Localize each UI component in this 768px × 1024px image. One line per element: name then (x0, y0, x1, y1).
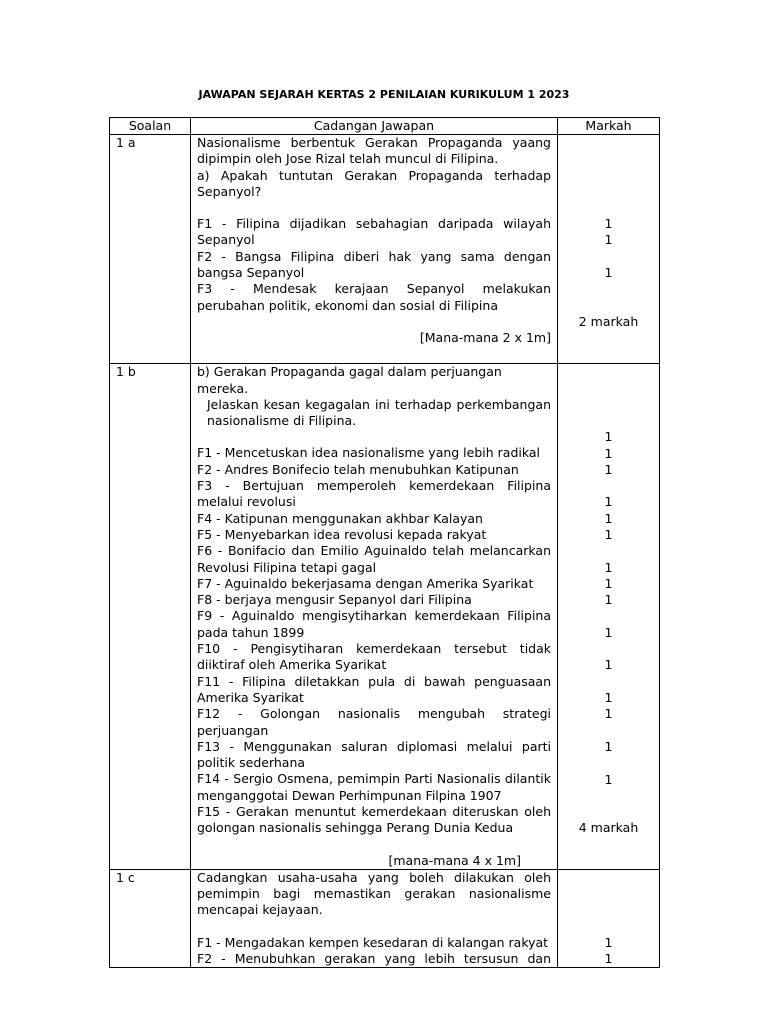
question-id: 1 a (110, 135, 191, 364)
header-cadangan-jawapan: Cadangan Jawapan (191, 118, 558, 135)
answer-point: F1 - Mengadakan kempen kesedaran di kalangan rakyat (197, 934, 549, 950)
marks-cell (558, 869, 660, 968)
answer-point: F13 - Menggunakan saluran diplomasi melalui parti politik sederhana (197, 738, 551, 771)
table-row-1b (110, 364, 660, 870)
answer-table (109, 117, 660, 968)
answer-point: F2 - Menubuhkan gerakan yang lebih tersusun dan (197, 951, 551, 967)
answer-point: F15 - Gerakan menuntut kemerdekaan diteruskan oleh golongan nasionalis sehingga Perang Dunia Kedua (197, 803, 551, 836)
table-row-1c (110, 869, 660, 968)
answer-point: F11 - Filipina diletakkan pula di bawah penguasaan Amerika Syarikat (197, 673, 551, 705)
mark-value: 1 (604, 738, 613, 754)
mark-total: 2 markah (578, 313, 639, 329)
mark-value: 1 (604, 264, 613, 280)
mark-value: 1 (604, 429, 613, 445)
answer-point: F9 - Aguinaldo mengisytiharkan kemerdekaan Filipina pada tahun 1899 (197, 608, 551, 640)
answer-point: F5 - Menyebarkan idea revolusi kepada rakyat (197, 526, 487, 542)
mark-value: 1 (604, 510, 613, 526)
answer-point: F10 - Pengisytiharan kemerdekaan tersebut tidak diiktiraf oleh Amerika Syarikat (197, 641, 551, 673)
mark-value: 1 (604, 657, 613, 673)
question-id: 1 c (110, 869, 191, 968)
answer-point: F2 - Bangsa Filipina diberi hak yang sama dengan bangsa Sepanyol (197, 248, 551, 281)
mark-value: 1 (604, 706, 613, 722)
question-id: 1 b (110, 364, 191, 870)
document-title: JAWAPAN SEJARAH KERTAS 2 PENILAIAN KURIKULUM 1 2023 (198, 88, 570, 101)
table-row-1a (110, 135, 660, 364)
question-intro: Nasionalisme berbentuk Gerakan Propaganda yaang dipimpin oleh Jose Rizal telah muncul di Filipina. (197, 135, 551, 167)
question-prompt: a) Apakah tuntutan Gerakan Propaganda terhadap Sepanyol? (197, 167, 551, 199)
answer-point: F1 - Filipina dijadikan sebahagian daripada wilayah Sepanyol (197, 216, 551, 248)
answer-point: F3 - Mendesak kerajaan Sepanyol melakukan perubahan politik, ekonomi dan sosial di Filipina (197, 281, 551, 313)
question-prompt: Jelaskan kesan kegagalan ini terhadap perkembangan nasionalisme di Filipina. (207, 396, 551, 429)
header-row (110, 118, 660, 135)
mark-value: 1 (604, 559, 613, 575)
question-intro: b) Gerakan Propaganda gagal dalam perjuangan mereka. (197, 364, 502, 396)
mark-value: 1 (604, 445, 613, 461)
marks-cell (558, 364, 660, 870)
answer-point: F8 - berjaya mengusir Sepanyol dari Filipina (197, 592, 472, 608)
answer-point: F4 - Katipunan menggunakan akhbar Kalayan (197, 510, 483, 526)
marks-cell (558, 135, 660, 364)
answer-point: F6 - Bonifacio dan Emilio Aguinaldo telah melancarkan Revolusi Filipina tetapi gagal (197, 543, 551, 575)
marks-summary: [mana-mana 4 x 1m] (388, 852, 521, 868)
answer-point: F14 - Sergio Osmena, pemimpin Parti Nasionalis dilantik menganggotai Dewan Perhimpunan Filpina 1907 (197, 771, 551, 803)
marks-summary: [Mana-mana 2 x 1m] (419, 329, 551, 345)
question-prompt: Cadangkan usaha-usaha yang boleh dilakukan oleh pemimpin bagi memastikan gerakan nasionalisme mencapai kejayaan. (197, 869, 551, 918)
mark-value: 1 (604, 771, 613, 787)
answer-point: F2 - Andres Bonifecio telah menubuhkan Katipunan (197, 461, 519, 477)
answer-cell (191, 364, 558, 870)
answer-point: F7 - Aguinaldo bekerjasama dengan Amerika Syarikat (197, 575, 534, 591)
mark-value: 1 (604, 461, 613, 477)
mark-value: 1 (604, 216, 613, 231)
mark-value: 1 (604, 624, 613, 640)
answer-cell (191, 869, 558, 968)
answer-cell (191, 135, 558, 364)
header-markah: Markah (558, 118, 660, 135)
mark-value: 1 (604, 592, 613, 608)
answer-point: F1 - Mencetuskan idea nasionalisme yang lebih radikal (197, 445, 541, 461)
mark-value: 1 (604, 494, 613, 510)
mark-value: 1 (604, 934, 613, 950)
answer-point: F3 - Bertujuan memperoleh kemerdekaan Filipina melalui revolusi (197, 478, 551, 510)
mark-value: 1 (604, 690, 613, 706)
mark-value: 1 (604, 527, 613, 543)
mark-value: 1 (604, 575, 613, 591)
mark-total: 4 markah (578, 820, 639, 836)
answer-point: F12 - Golongan nasionalis mengubah strategi perjuangan (197, 706, 551, 738)
mark-value: 1 (604, 232, 613, 248)
header-soalan: Soalan (110, 118, 191, 135)
mark-value: 1 (604, 951, 613, 967)
